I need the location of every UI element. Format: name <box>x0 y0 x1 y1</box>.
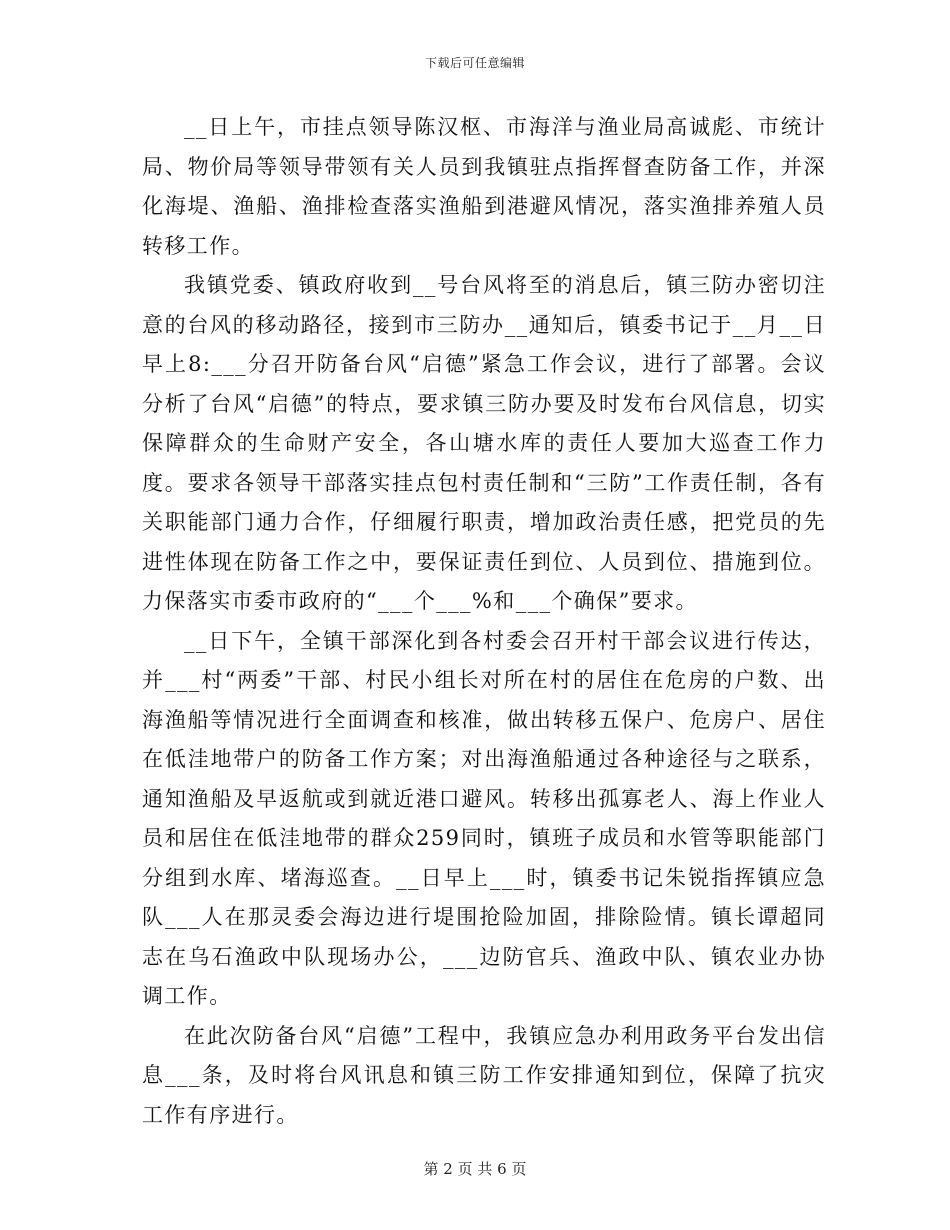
document-body <box>142 108 826 1135</box>
page-footer: 第 2 页 共 6 页 <box>423 1160 527 1178</box>
paragraph-inspection: __日上午，市挂点领导陈汉枢、市海洋与渔业局高诚彪、市统计局、物价局等领导带领有关人员到我镇驻点指挥督查防备工作，并深化海堤、渔船、渔排检查落实渔船到港避风情况，落实渔排养殖人员转移工作。 <box>142 115 826 258</box>
paragraph-village-action: __日下午，全镇干部深化到各村委会召开村干部会议进行传达，并___村“两委”干部、村民小组长对所在村的居住在危房的户数、出海渔船等情况进行全面调查和核准，做出转移五保户、危房户、居住在低洼地带户的防备工作方案；对出海渔船通过各种途径与之联系，通知渔船及早返航或到就近港口避风。转移出孤寡老人、海上作业人员和居住在低洼地带的群众259同时，镇班子成员和水管等职能部门分组到水库、堵海巡查。__日早上___时，镇委书记朱锐指挥镇应急队___人在那灵委会海边进行堤围抢险加固，排除险情。镇长谭超同志在乌石渔政中队现场办公，___边防官兵、渔政中队、镇农业办协调工作。 <box>142 628 826 1008</box>
page-header: 下载后可任意编辑 <box>424 56 525 70</box>
paragraph-notification: 在此次防备台风“启德”工程中，我镇应急办利用政务平台发出信息___条，及时将台风讯息和镇三防工作安排通知到位，保障了抗灾工作有序进行。 <box>142 1023 826 1127</box>
paragraph-meeting: 我镇党委、镇政府收到__号台风将至的消息后，镇三防办密切注意的台风的移动路径，接到市三防办__通知后，镇委书记于__月__日早上8:___分召开防备台风“启德”紧急工作会议，进行了部署。会议分析了台风“启德”的特点，要求镇三防办要及时发布台风信息，切实保障群众的生命财产安全，各山塘水库的责任人要加大巡查工作力度。要求各领导干部落实挂点包村责任制和“三防”工作责任制，各有关职能部门通力合作，仔细履行职责，增加政治责任感，把党员的先进性体现在防备工作之中，要保证责任到位、人员到位、措施到位。力保落实市委市政府的“___个___%和___个确保”要求。 <box>142 273 826 613</box>
